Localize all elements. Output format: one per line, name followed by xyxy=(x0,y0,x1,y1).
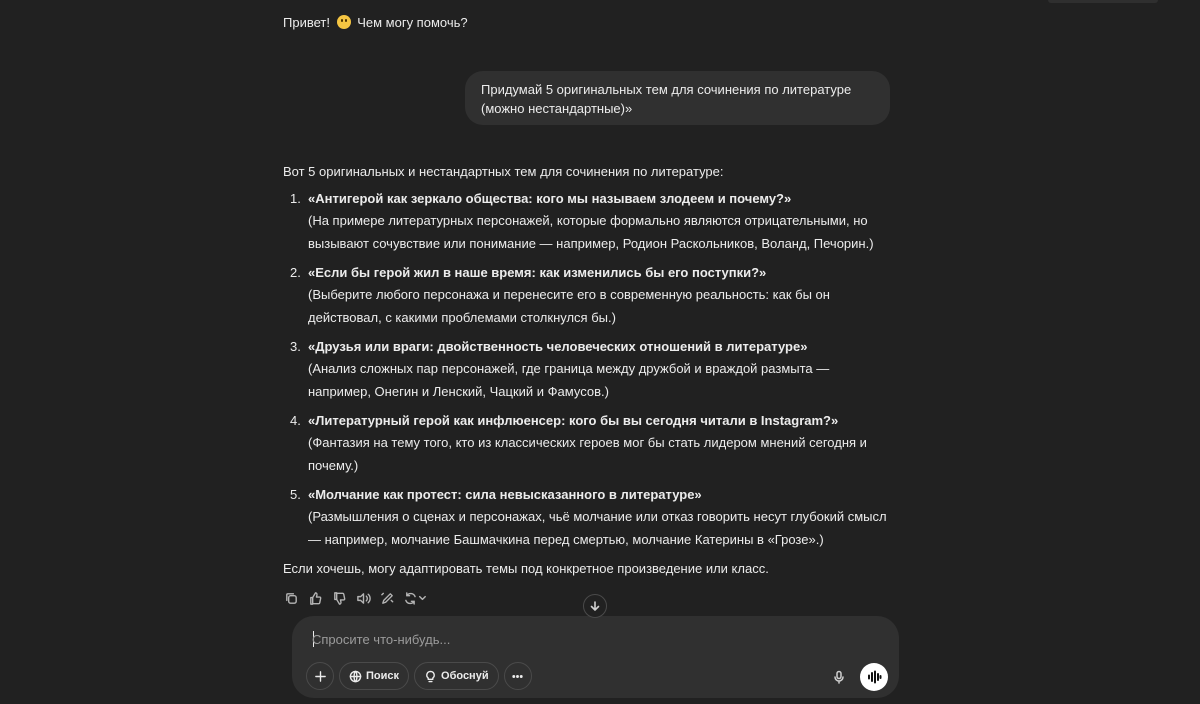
list-item-title: «Молчание как протест: сила невысказанного в литературе» xyxy=(308,487,702,502)
globe-icon xyxy=(349,670,362,683)
like-button[interactable] xyxy=(307,590,323,606)
thumbs-down-icon xyxy=(332,591,347,606)
list-item xyxy=(283,263,893,329)
list-item-number: 4. xyxy=(290,413,301,428)
more-options-button[interactable] xyxy=(504,662,532,690)
reason-button[interactable] xyxy=(414,662,499,690)
search-button-label: Поиск xyxy=(366,670,400,682)
list-item-description: (Выберите любого персонажа и перенесите его в современную реальность: как бы он действовал, с какими проблемами столкнулся бы.) xyxy=(308,287,830,325)
topics-list xyxy=(283,189,893,551)
edit-icon xyxy=(380,591,395,606)
list-item-number: 5. xyxy=(290,487,301,502)
composer xyxy=(292,616,899,698)
greeting-text-end: Чем могу помочь? xyxy=(357,15,468,30)
composer-tools xyxy=(306,662,532,690)
user-message-bubble xyxy=(465,71,890,125)
list-item xyxy=(283,485,893,551)
list-item-number: 2. xyxy=(290,265,301,280)
copy-icon xyxy=(284,591,299,606)
list-item-title: «Литературный герой как инфлюенсер: кого бы вы сегодня читали в Instagram?» xyxy=(308,413,839,428)
arrow-down-icon xyxy=(589,600,601,612)
search-button[interactable] xyxy=(339,662,409,690)
list-item xyxy=(283,337,893,403)
thumbs-up-icon xyxy=(308,591,323,606)
message-actions xyxy=(283,590,429,606)
list-item-title: «Если бы герой жил в наше время: как изменились бы его поступки?» xyxy=(308,265,767,280)
top-bar-edge xyxy=(1048,0,1158,3)
lightbulb-icon xyxy=(424,670,437,683)
list-item-description: (Анализ сложных пар персонажей, где граница между дружбой и враждой размыта — например, Онегин и Ленский, Чацкий и Фамусов.) xyxy=(308,361,830,399)
add-attachment-button[interactable] xyxy=(306,662,334,690)
more-icon xyxy=(511,670,524,683)
list-item xyxy=(283,189,893,255)
plus-icon xyxy=(314,670,327,683)
dislike-button[interactable] xyxy=(331,590,347,606)
read-aloud-button[interactable] xyxy=(355,590,371,606)
list-item-description: (На примере литературных персонажей, которые формально являются отрицательными, но вызывают сочувствие или понимание — например, Родион Раскольников, Воланд, Печорин.) xyxy=(308,213,874,251)
list-item-title: «Друзья или враги: двойственность человеческих отношений в литературе» xyxy=(308,339,808,354)
list-item-description: (Фантазия на тему того, кто из классических героев мог бы стать лидером мнений сегодня и почему.) xyxy=(308,435,867,473)
list-item xyxy=(283,411,893,477)
dictate-button[interactable] xyxy=(827,665,851,689)
user-message-text: Придумай 5 оригинальных тем для сочинения по литературе (можно нестандартные)» xyxy=(481,82,852,116)
list-item-number: 3. xyxy=(290,339,301,354)
copy-button[interactable] xyxy=(283,590,299,606)
list-item-number: 1. xyxy=(290,191,301,206)
prompt-input[interactable] xyxy=(312,629,872,649)
regenerate-icon xyxy=(404,591,428,606)
answer-outro: Если хочешь, могу адаптировать темы под конкретное произведение или класс. xyxy=(283,561,769,576)
assistant-answer xyxy=(283,162,893,578)
regenerate-button[interactable] xyxy=(403,590,429,606)
scroll-to-bottom-button[interactable] xyxy=(583,594,607,618)
answer-intro: Вот 5 оригинальных и нестандартных тем для сочинения по литературе: xyxy=(283,164,724,179)
microphone-icon xyxy=(832,670,846,684)
greeting-text-start: Привет! xyxy=(283,15,330,30)
smiling-face-icon xyxy=(337,15,351,29)
reason-button-label: Обоснуй xyxy=(441,670,489,682)
voice-mode-button[interactable] xyxy=(860,663,888,691)
list-item-title: «Антигерой как зеркало общества: кого мы называем злодеем и почему?» xyxy=(308,191,792,206)
list-item-description: (Размышления о сценах и персонажах, чьё молчание или отказ говорить несут глубокий смысл — например, молчание Башмачкина перед смертью, молчание Катерины в «Грозе».) xyxy=(308,509,887,547)
voice-mode-icon xyxy=(866,669,882,685)
read-aloud-icon xyxy=(356,591,371,606)
assistant-greeting xyxy=(283,14,468,32)
edit-button[interactable] xyxy=(379,590,395,606)
